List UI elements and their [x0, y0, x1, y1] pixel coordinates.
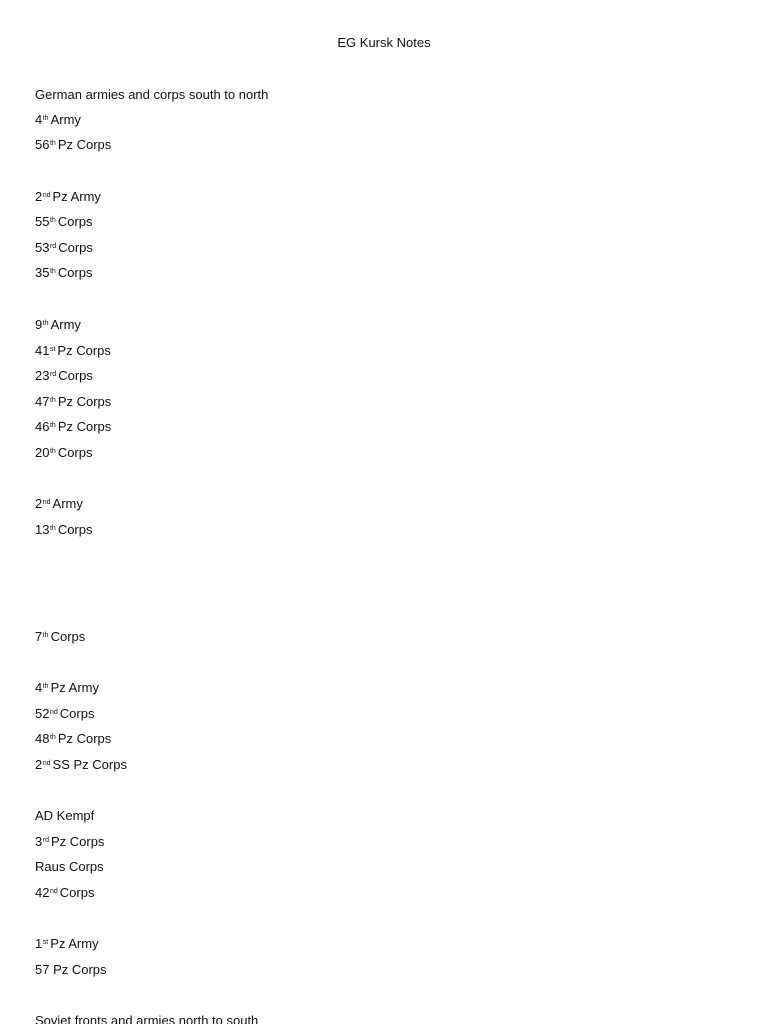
list-item: AD Kempf [35, 808, 95, 823]
list-item: 35th Corps [35, 265, 93, 280]
list-item: 4th Pz Army [35, 680, 99, 695]
document-title: EG Kursk Notes [337, 35, 431, 50]
list-item: 52nd Corps [35, 706, 95, 721]
list-item: 23rd Corps [35, 368, 93, 383]
list-item: 56th Pz Corps [35, 137, 112, 152]
list-item: 57 Pz Corps [35, 962, 107, 977]
list-item: 2nd Army [35, 496, 83, 511]
list-item: 1st Pz Army [35, 936, 99, 951]
list-item: 9th Army [35, 317, 81, 332]
section-heading-german: German armies and corps south to north [35, 87, 269, 102]
list-item: 41st Pz Corps [35, 343, 111, 358]
list-item: 48th Pz Corps [35, 731, 112, 746]
list-item: Raus Corps [35, 859, 104, 874]
list-item: 46th Pz Corps [35, 419, 112, 434]
list-item: 7th Corps [35, 629, 86, 644]
list-item: 13th Corps [35, 522, 93, 537]
list-item: 53rd Corps [35, 240, 93, 255]
list-item: 20th Corps [35, 445, 93, 460]
section-heading-soviet: Soviet fronts and armies north to south [35, 1013, 259, 1024]
list-item: 3rd Pz Corps [35, 834, 105, 849]
list-item: 55th Corps [35, 214, 93, 229]
list-item: 2nd Pz Army [35, 189, 101, 204]
list-item: 47th Pz Corps [35, 394, 112, 409]
list-item: 2nd SS Pz Corps [35, 757, 127, 772]
list-item: 42nd Corps [35, 885, 95, 900]
list-item: 4th Army [35, 112, 81, 127]
